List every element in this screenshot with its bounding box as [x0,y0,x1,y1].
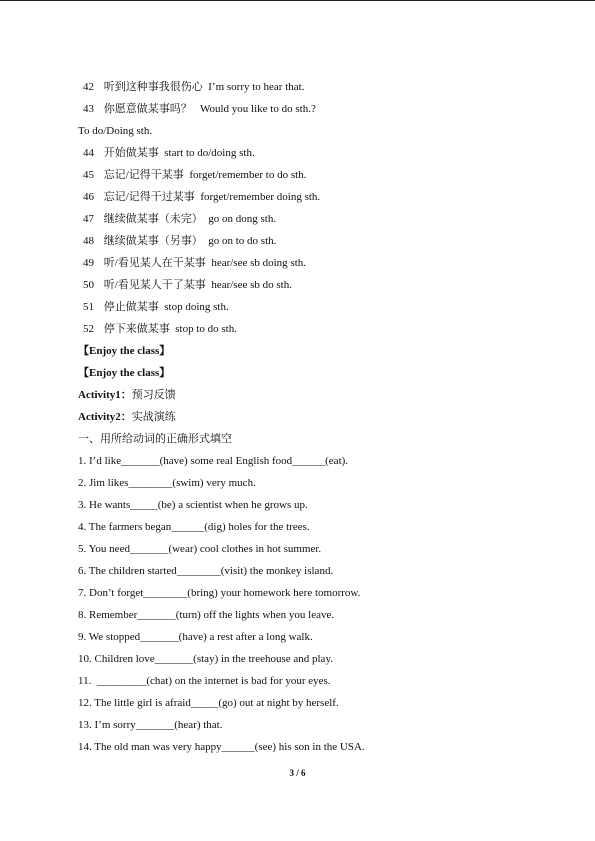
exercise-item: 6. The children started________(visit) the monkey island. [78,565,334,577]
exercise-item: 2. Jim likes________(swim) very much. [78,477,256,489]
exercise-item: 7. Don’t forget________(bring) your homework here tomorrow. [78,587,361,599]
vocab-item-47: 47 继续做某事（未完） go on dong sth. [83,213,277,225]
exercise-item: 11. _________(chat) on the internet is bad for your eyes. [78,675,331,687]
exercise-section-title: 一、用所给动词的正确形式填空 [78,433,232,445]
vocab-item-52: 52 停下来做某事 stop to do sth. [83,323,237,335]
exercise-item: 13. I’m sorry_______(hear) that. [78,719,223,731]
vocab-item-45: 45 忘记/记得干某事 forget/remember to do sth. [83,169,307,181]
page-number: 3 / 6 [289,768,306,778]
vocab-item-50: 50 听/看见某人干了某事 hear/see sb do sth. [83,279,292,291]
section-heading-enjoy-class-repeat: 【Enjoy the class】 [78,367,171,379]
activity-2-heading: Activity2：实战演练 [78,411,176,423]
activity-1-heading: Activity1：预习反馈 [78,389,176,401]
exercise-item: 10. Children love_______(stay) in the treehouse and play. [78,653,333,665]
exercise-item: 1. I’d like_______(have) some real English food______(eat). [78,455,349,467]
vocab-item-42: 42 听到这种事我很伤心 I’m sorry to hear that. [83,81,305,93]
exercise-item: 8. Remember_______(turn) off the lights when you leave. [78,609,335,621]
exercise-item: 5. You need_______(wear) cool clothes in hot summer. [78,543,322,555]
header-rule [0,0,595,1]
exercise-item: 4. The farmers began______(dig) holes for the trees. [78,521,310,533]
exercise-item: 3. He wants_____(be) a scientist when he grows up. [78,499,308,511]
vocab-item-49: 49 听/看见某人在干某事 hear/see sb doing sth. [83,257,307,269]
vocab-item-44: 44 开始做某事 start to do/doing sth. [83,147,255,159]
vocab-item-43-continued: To do/Doing sth. [78,125,153,137]
vocab-item-43: 43 你愿意做某事吗？ Would you like to do sth.? [83,103,316,115]
section-heading-enjoy-class: 【Enjoy the class】 [78,345,171,357]
exercise-item: 14. The old man was very happy______(see) his son in the USA. [78,741,365,753]
exercise-item: 12. The little girl is afraid_____(go) out at night by herself. [78,697,339,709]
vocab-item-51: 51 停止做某事 stop doing sth. [83,301,229,313]
vocab-item-48: 48 继续做某事（另事） go on to do sth. [83,235,277,247]
document-body [78,76,548,758]
vocab-item-46: 46 忘记/记得干过某事 forget/remember doing sth. [83,191,321,203]
exercise-item: 9. We stopped_______(have) a rest after a long walk. [78,631,313,643]
